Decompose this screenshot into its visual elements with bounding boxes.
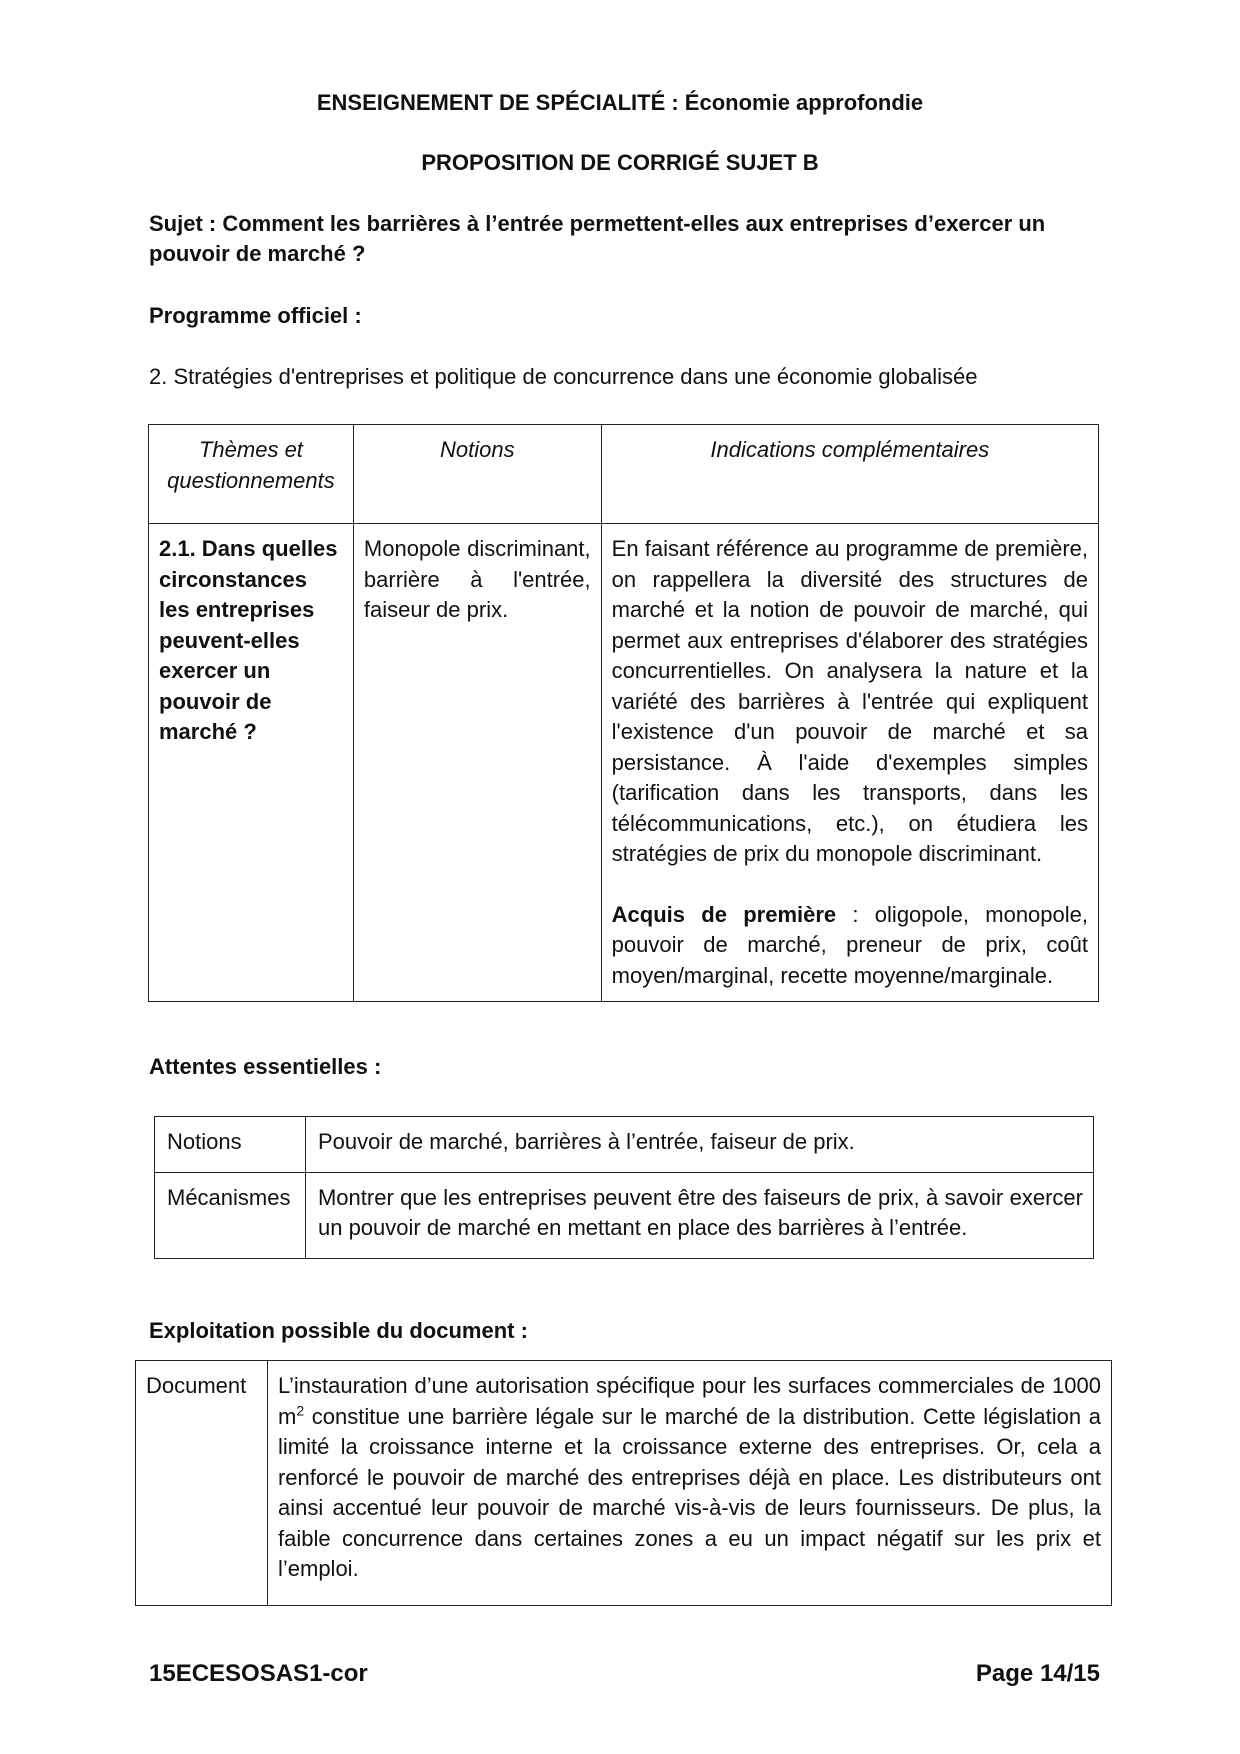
acquis-paragraph bbox=[612, 900, 1088, 992]
attentes-label: Attentes essentielles : bbox=[149, 1054, 382, 1079]
table-row bbox=[155, 1172, 1094, 1258]
document-text-start: L’instauration d’une autorisation spécifique pour les surfaces commerciales de 1000 m bbox=[277, 1373, 1101, 1429]
footer-code: 15ECESOSAS1-cor bbox=[149, 1660, 368, 1687]
document-text-end: constitue une barrière légale sur le marché de la distribution. Cette législation a limité la croissance interne et la croissance externe des entreprises. Or, cela a renforcé le pouvoir de marché des entreprises déjà en place. Les distributeurs ont ainsi accentué leur pouvoir de marché vis-à-vis de leurs fournisseurs. De plus, la faible concurrence dans certaines zones a eu un impact négatif sur les prix et l’emploi. bbox=[277, 1403, 1101, 1581]
document-table bbox=[135, 1360, 1112, 1606]
header-notions: Notions bbox=[353, 425, 601, 524]
attentes-value: Pouvoir de marché, barrières à l’entrée, faiseur de prix. bbox=[305, 1117, 1093, 1173]
attentes-table bbox=[154, 1116, 1094, 1259]
page-title: ENSEIGNEMENT DE SPÉCIALITÉ : Économie approfondie bbox=[316, 90, 924, 115]
attentes-key: Notions bbox=[155, 1117, 306, 1173]
footer-page-number: Page 14/15 bbox=[975, 1660, 1100, 1687]
acquis-label: Acquis de première bbox=[611, 901, 837, 927]
programme-label: Programme officiel : bbox=[149, 303, 362, 328]
table-row bbox=[136, 1361, 1112, 1606]
superscript: 2 bbox=[296, 1402, 305, 1419]
attentes-key: Mécanismes bbox=[155, 1172, 306, 1258]
table-row bbox=[155, 1117, 1094, 1173]
header-themes: Thèmes et questionnements bbox=[149, 425, 354, 524]
document-text bbox=[267, 1361, 1111, 1606]
acquis-text: : oligopole, monopole, pouvoir de marché, preneur de prix, coût moyen/marginal, recette moyenne/marginale. bbox=[611, 901, 1088, 988]
theme-cell: 2.1. Dans quelles circonstances les entreprises peuvent-elles exercer un pouvoir de marché ? bbox=[149, 524, 354, 1002]
programme-item: 2. Stratégies d'entreprises et politique de concurrence dans une économie globalisée bbox=[149, 364, 978, 389]
table-header-row bbox=[149, 425, 1099, 524]
indications-cell bbox=[601, 524, 1098, 1002]
table-row bbox=[149, 524, 1099, 1002]
page-subtitle: PROPOSITION DE CORRIGÉ SUJET B bbox=[421, 150, 819, 175]
indications-text: En faisant référence au programme de première, on rappellera la diversité des structures de marché et la notion de pouvoir de marché, qui permet aux entreprises d'élaborer des stratégies concurrentielles. On analysera la nature et la variété des barrières à l'entrée qui expliquent l'existence d'un pouvoir de marché et sa persistance. À l'aide d'exemples simples (tarification dans les transports, dans les télécommunications, etc.), on étudiera les stratégies de prix du monopole discriminant. bbox=[611, 536, 1088, 866]
sujet: Sujet : Comment les barrières à l’entrée permettent-elles aux entreprises d’exercer un pouvoir de marché ? bbox=[149, 211, 1046, 266]
document-key: Document bbox=[136, 1361, 268, 1606]
exploitation-label: Exploitation possible du document : bbox=[149, 1318, 528, 1343]
programme-table bbox=[148, 424, 1099, 1002]
attentes-value: Montrer que les entreprises peuvent être des faiseurs de prix, à savoir exercer un pouvoir de marché en mettant en place des barrières à l’entrée. bbox=[305, 1172, 1093, 1258]
header-indications: Indications complémentaires bbox=[601, 425, 1098, 524]
notions-cell: Monopole discriminant, barrière à l'entrée, faiseur de prix. bbox=[353, 524, 601, 1002]
